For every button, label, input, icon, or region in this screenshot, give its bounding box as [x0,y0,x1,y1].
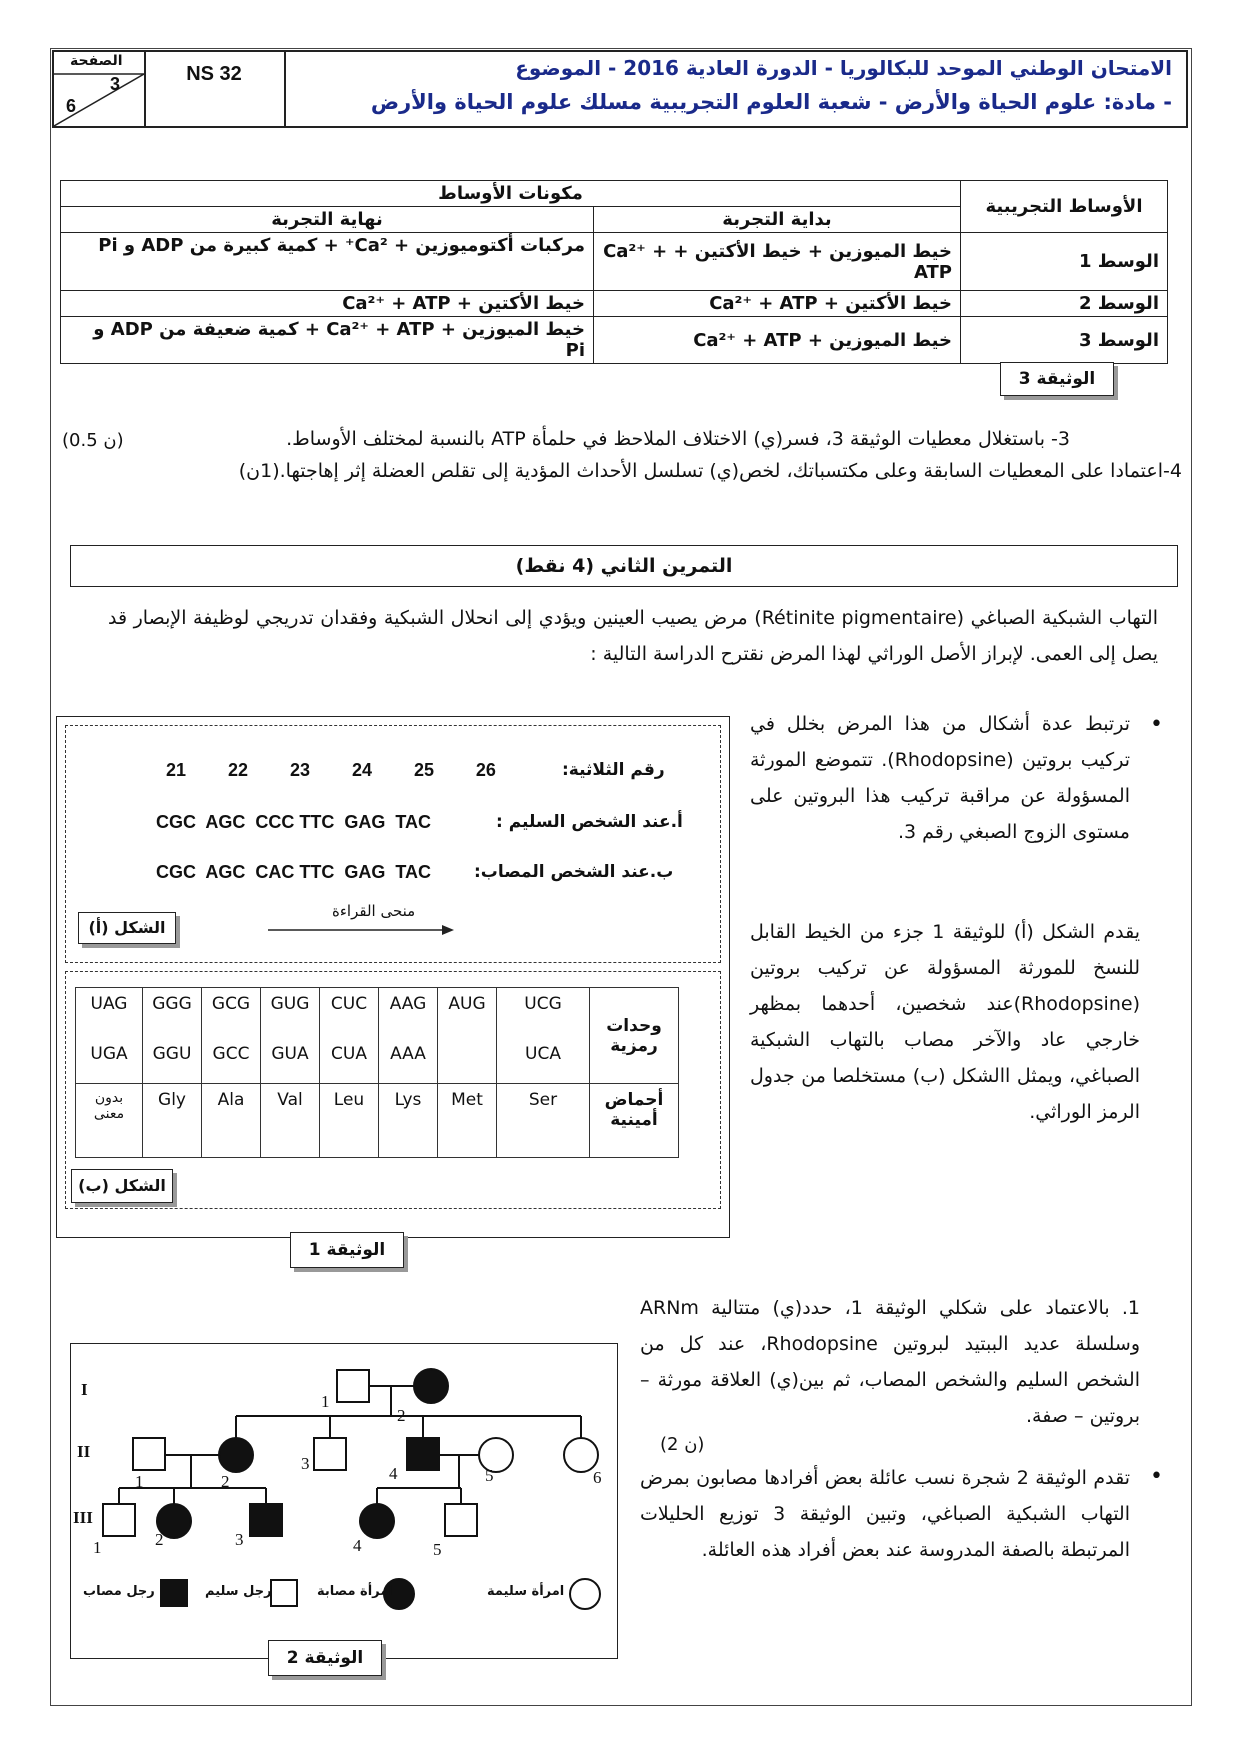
question-1: 1. بالاعتماد على شكلي الوثيقة 1، حدد(ي) متتالية ARNm وسلسلة عديد الببتيد لبروتين Rhodopsine، عند كل من الشخص السليم والشخص المصاب، ثم بين(ي) العلاقة مورثة – بروتين – صفة. [640,1297,1141,1427]
start-cell: خيط الميوزين + Ca²⁺ + ATP [594,317,961,364]
paragraph-2: يقدم الشكل (أ) للوثيقة 1 جزء من الخيط القابل للنسخ للمورثة المسؤولة عن تركيب بروتين (Rhodopsine)عند شخصين، أحدهما بمظهر خارجي عاد والآخر مصاب بالتهاب الشبكية الصباغي، ويمثل االشكل (ب) مستخلصا من جدول الرمز الوراثي. [750,921,1140,1123]
exercise-2-title: التمرين الثاني (4 نقط) [70,545,1178,587]
amino-acid-cell: Val [261,1084,320,1158]
amino-acid-cell: Gly [143,1084,202,1158]
codon: GGU [152,1044,192,1064]
codon: GUA [271,1044,309,1064]
col-media-header: الأوساط التجريبية [961,181,1168,233]
doc1-label: الوثيقة 1 [290,1232,404,1268]
medium-cell: الوسط 2 [961,291,1168,317]
medium-cell: الوسط 3 [961,317,1168,364]
individual-number: 3 [301,1454,310,1473]
pedigree-woman-sick [414,1369,448,1403]
document-1 [56,716,730,1238]
bullet-icon: • [1150,1464,1163,1489]
amino-acid-cell: Met [438,1084,497,1158]
end-cell: خيط الميوزين + Ca²⁺ + ATP + كمية ضعيفة من ADP و Pi [61,317,594,364]
pedigree-man-healthy [314,1438,346,1470]
triplet-number: 21 [166,760,187,780]
codon: GGG [152,994,192,1014]
triplet-numbers [166,760,496,781]
pedigree-man-healthy [133,1438,165,1470]
end-cell: خيط الأكتين + Ca²⁺ + ATP [61,291,594,317]
question-1-points: (2 ن) [660,1434,705,1455]
codon: UAG [90,994,128,1014]
generation-label: II [77,1442,91,1461]
triplet-number: 26 [475,760,496,780]
triplet-number: 23 [289,760,310,780]
codon-cell [76,988,143,1084]
reading-direction-label: منحى القراءة [332,902,416,920]
codon: UCA [525,1044,561,1064]
sick-label: ب.عند الشخص المصاب: [474,862,674,882]
individual-number: 2 [397,1406,406,1425]
pedigree-woman-sick [219,1438,253,1472]
codon-cell [143,988,202,1084]
healthy-label: أ.عند الشخص السليم : [496,812,683,832]
codon-cell [320,988,379,1084]
codon: CUC [330,994,368,1014]
individual-number: 5 [433,1540,442,1559]
individual-number: 1 [93,1538,102,1557]
media-table [60,180,1168,364]
triplet-number: 22 [227,760,249,780]
individual-number: 2 [221,1472,230,1491]
individual-number: 5 [485,1466,494,1485]
amino-acid-header: أحماض أمينية [590,1084,679,1158]
triplet-number: 24 [351,760,372,780]
legend-healthy-man-icon [271,1580,297,1606]
codon-cell [497,988,590,1084]
codon-cell [438,988,497,1084]
amino-acid-cell: بدون معنى [76,1084,143,1158]
individual-number: 4 [353,1536,362,1555]
page-number: 3 [110,74,121,94]
pedigree-chart [71,1344,617,1658]
individual-number: 1 [135,1472,144,1491]
page-label: الصفحة [70,53,123,69]
bullet-1-text: ترتبط عدة أشكال من هذا المرض بخلل في تركيب بروتين (Rhodopsine). تتموضع المورثة المسؤولة عن مراقبة تركيب هذا البروتين على مستوى الزوج الصبغي رقم 3. [750,713,1130,843]
sick-sequence: CGC AGC CAC TTC GAG TAC [156,862,431,882]
generation-label: III [73,1508,93,1527]
exercise-2-intro: التهاب الشبكية الصباغي (Rétinite pigmentaire) مرض يصيب العينين ويؤدي إلى انحلال الشبكية وفقدان تدريجي لوظيفة الإبصار قد يصل إلى العمى. لإبراز الأصل الوراثي لهذا المرض نقترح الدراسة التالية : [108,607,1158,665]
pedigree-woman-sick [360,1504,394,1538]
figure-a-label: الشكل (أ) [78,912,176,944]
question-3-points: (0.5 ن) [62,430,124,451]
end-cell: مركبات أكتوميوزين + Ca²⁺ + كمية كبيرة من ADP و Pi [61,233,594,291]
col-end-header: نهاية التجربة [61,207,594,233]
codon-header: وحدات رمزية [590,988,679,1084]
codon: GCG [211,994,251,1014]
amino-acid-cell: Lys [379,1084,438,1158]
triplet-number: 25 [413,760,434,780]
question-4: 4-اعتمادا على المعطيات السابقة وعلى مكتسباتك، لخص(ي) تسلسل الأحداث المؤدية إلى تقلص العضلة إثر إهاجتها.(1ن) [238,460,1182,482]
col-components-header: مكونات الأوساط [61,181,961,207]
legend-sick-woman-label: امرأة مصابة [317,1584,393,1599]
start-cell: خيط الأكتين + Ca²⁺ + ATP [594,291,961,317]
codon: AUG [448,994,486,1014]
genetic-code-table [75,987,679,1158]
question-3: 3- باستغلال معطيات الوثيقة 3، فسر(ي) الاختلاف الملاحظ في حلمأة ATP بالنسبة لمختلف الأوساط. [286,428,1070,450]
pedigree-man-sick [407,1438,439,1470]
codon: UCG [524,994,562,1014]
doc2-label: الوثيقة 2 [268,1640,382,1676]
codon: GUG [270,994,310,1014]
codon-cell [261,988,320,1084]
figure-a [65,725,721,963]
codon: GCC [212,1044,250,1064]
legend-sick-man-icon [161,1580,187,1606]
page-number-box [54,52,146,126]
bullet-2-text: تقدم الوثيقة 2 شجرة نسب عائلة بعض أفرادها مصابون بمرض التهاب الشبكية الصباغي، وتبين الوثيقة 3 توزيع الحليلات المرتبطة بالصفة المدروسة عند بعض أفراد هذه العائلة. [640,1467,1130,1561]
codon-cell [202,988,261,1084]
individual-number: 2 [155,1530,164,1549]
codon-cell [379,988,438,1084]
legend-sick-man-label: رجل مصاب [83,1584,155,1599]
individual-number: 3 [235,1530,244,1549]
codon: UGA [90,1044,128,1064]
amino-acid-cell: Ser [497,1084,590,1158]
legend-healthy-woman-label: امرأة سليمة [487,1584,565,1599]
codon: AAG [389,994,427,1014]
exam-title: الامتحان الوطني الموحد للبكالوريا - الدورة العادية 2016 - الموضوع [515,56,1172,80]
reading-direction-arrow-icon [266,922,456,938]
pedigree-woman-healthy [564,1438,598,1472]
doc3-label: الوثيقة 3 [1000,362,1114,396]
medium-cell: الوسط 1 [961,233,1168,291]
individual-number: 4 [389,1464,398,1483]
pedigree-man-healthy [103,1504,135,1536]
individual-number: 6 [593,1468,602,1487]
legend-healthy-woman-icon [570,1579,600,1609]
generation-label: I [81,1380,88,1399]
col-start-header: بداية التجربة [594,207,961,233]
page-total: 6 [66,96,77,116]
legend-healthy-man-label: رجل سليم [205,1584,272,1599]
healthy-sequence: CGC AGC CCC TTC GAG TAC [156,812,431,832]
amino-acid-cell: Leu [320,1084,379,1158]
exam-code: NS 32 [144,52,286,126]
pedigree-man-sick [250,1504,282,1536]
triplet-label: رقم الثلاثية: [562,760,665,780]
figure-b-label: الشكل (ب) [71,1169,173,1203]
exam-header [52,50,1188,128]
exam-subject: - مادة: علوم الحياة والأرض - شعبة العلوم التجريبية مسلك علوم الحياة والأرض [370,90,1172,114]
codon: CUA [331,1044,367,1064]
start-cell: خيط الميوزين + خيط الأكتين + Ca²⁺ + ATP [594,233,961,291]
pedigree-man-healthy [337,1370,369,1402]
pedigree-man-healthy [445,1504,477,1536]
codon: AAA [390,1044,426,1064]
individual-number: 1 [321,1392,330,1411]
bullet-icon: • [1150,712,1163,737]
pedigree-document-2 [70,1343,618,1659]
amino-acid-cell: Ala [202,1084,261,1158]
